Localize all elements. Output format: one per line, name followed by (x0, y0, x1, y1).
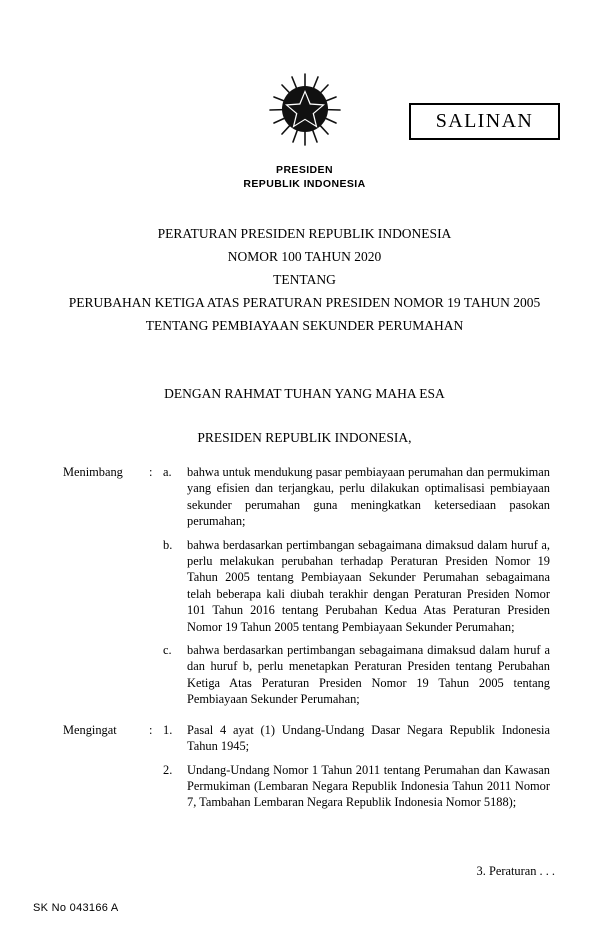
mengingat-item-1 (63, 722, 550, 755)
title-line-2: NOMOR 100 TAHUN 2020 (227, 249, 382, 264)
continuation-note: 3. Peraturan . . . (476, 864, 555, 878)
mengingat-group (63, 722, 550, 811)
title-line-1: PERATURAN PRESIDEN REPUBLIK INDONESIA (157, 226, 452, 241)
menimbang-item-b (63, 537, 550, 635)
menimbang-text-b: bahwa berdasarkan pertimbangan sebagaimana dimaksud dalam huruf a, perlu melakukan perubahan terhadap Peraturan Presiden Nomor 19 Tahun 2005 tentang Pembiayaan Sekunder Perumahan sebagaimana telah beberapa kali diubah terakhir dengan Peraturan Presiden Nomor 101 Tahun 2016 tentang Perubahan Kedua Atas Peraturan Presiden Nomor 19 Tahun 2005 tentang Pembiayaan Sekunder Perumahan; (187, 537, 550, 634)
title-line-4: PERUBAHAN KETIGA ATAS PERATURAN PRESIDEN NOMOR 19 TAHUN 2005 (68, 295, 541, 310)
garuda-star-emblem-icon (266, 72, 344, 146)
section-gap (63, 708, 550, 722)
menimbang-label: Menimbang (63, 465, 123, 479)
mengingat-text-2: Undang-Undang Nomor 1 Tahun 2011 tentang Perumahan dan Kawasan Permukiman (Lembaran Negara Republik Indonesia Tahun 2011 Nomor 7, Tambahan Lembaran Negara Republik Indonesia Nomor 5188); (187, 762, 550, 810)
menimbang-marker-c: c. (163, 643, 172, 658)
mengingat-marker-2: 2. (163, 762, 173, 777)
mengingat-text-1: Pasal 4 ayat (1) Undang-Undang Dasar Negara Republik Indonesia Tahun 1945; (187, 722, 550, 754)
menimbang-group (63, 464, 550, 708)
mengingat-colon: : (149, 722, 153, 737)
menimbang-text-a: bahwa untuk mendukung pasar pembiayaan perumahan dan permukiman yang efisien dan terjangkau, perlu dilakukan optimalisasi pembiayaan sekunder perumahan guna meningkatkan ketersediaan pasokan perumahan; (187, 465, 550, 529)
title-line-5: TENTANG PEMBIAYAAN SEKUNDER PERUMAHAN (145, 318, 464, 333)
institution-line-1: PRESIDEN (276, 164, 333, 176)
menimbang-marker-b: b. (163, 537, 173, 552)
preamble-rahmat: DENGAN RAHMAT TUHAN YANG MAHA ESA (164, 386, 445, 401)
document-body (63, 464, 550, 811)
salinan-label: SALINAN (435, 110, 534, 132)
menimbang-text-c: bahwa berdasarkan pertimbangan sebagaimana dimaksud dalam huruf a dan huruf b, perlu menetapkan Peraturan Presiden tentang Perubahan Ketiga Atas Peraturan Presiden Nomor 19 Tahun 2005 tentang Pembiayaan Sekunder Perumahan; (187, 643, 550, 707)
menimbang-marker-a: a. (163, 465, 172, 479)
salinan-stamp (409, 103, 560, 140)
menimbang-colon: : (149, 465, 153, 479)
menimbang-item-c (63, 642, 550, 708)
institution-header (0, 163, 609, 191)
mengingat-marker-1: 1. (163, 722, 173, 737)
preamble-presiden: PRESIDEN REPUBLIK INDONESIA, (197, 430, 412, 445)
menimbang-item-a (63, 464, 550, 530)
mengingat-label: Mengingat (63, 722, 117, 737)
title-line-3: TENTANG (273, 272, 336, 287)
institution-line-2: REPUBLIK INDONESIA (243, 178, 366, 190)
document-title (0, 222, 609, 337)
mengingat-item-2 (63, 762, 550, 811)
sk-code: SK No 043166 A (33, 902, 119, 914)
